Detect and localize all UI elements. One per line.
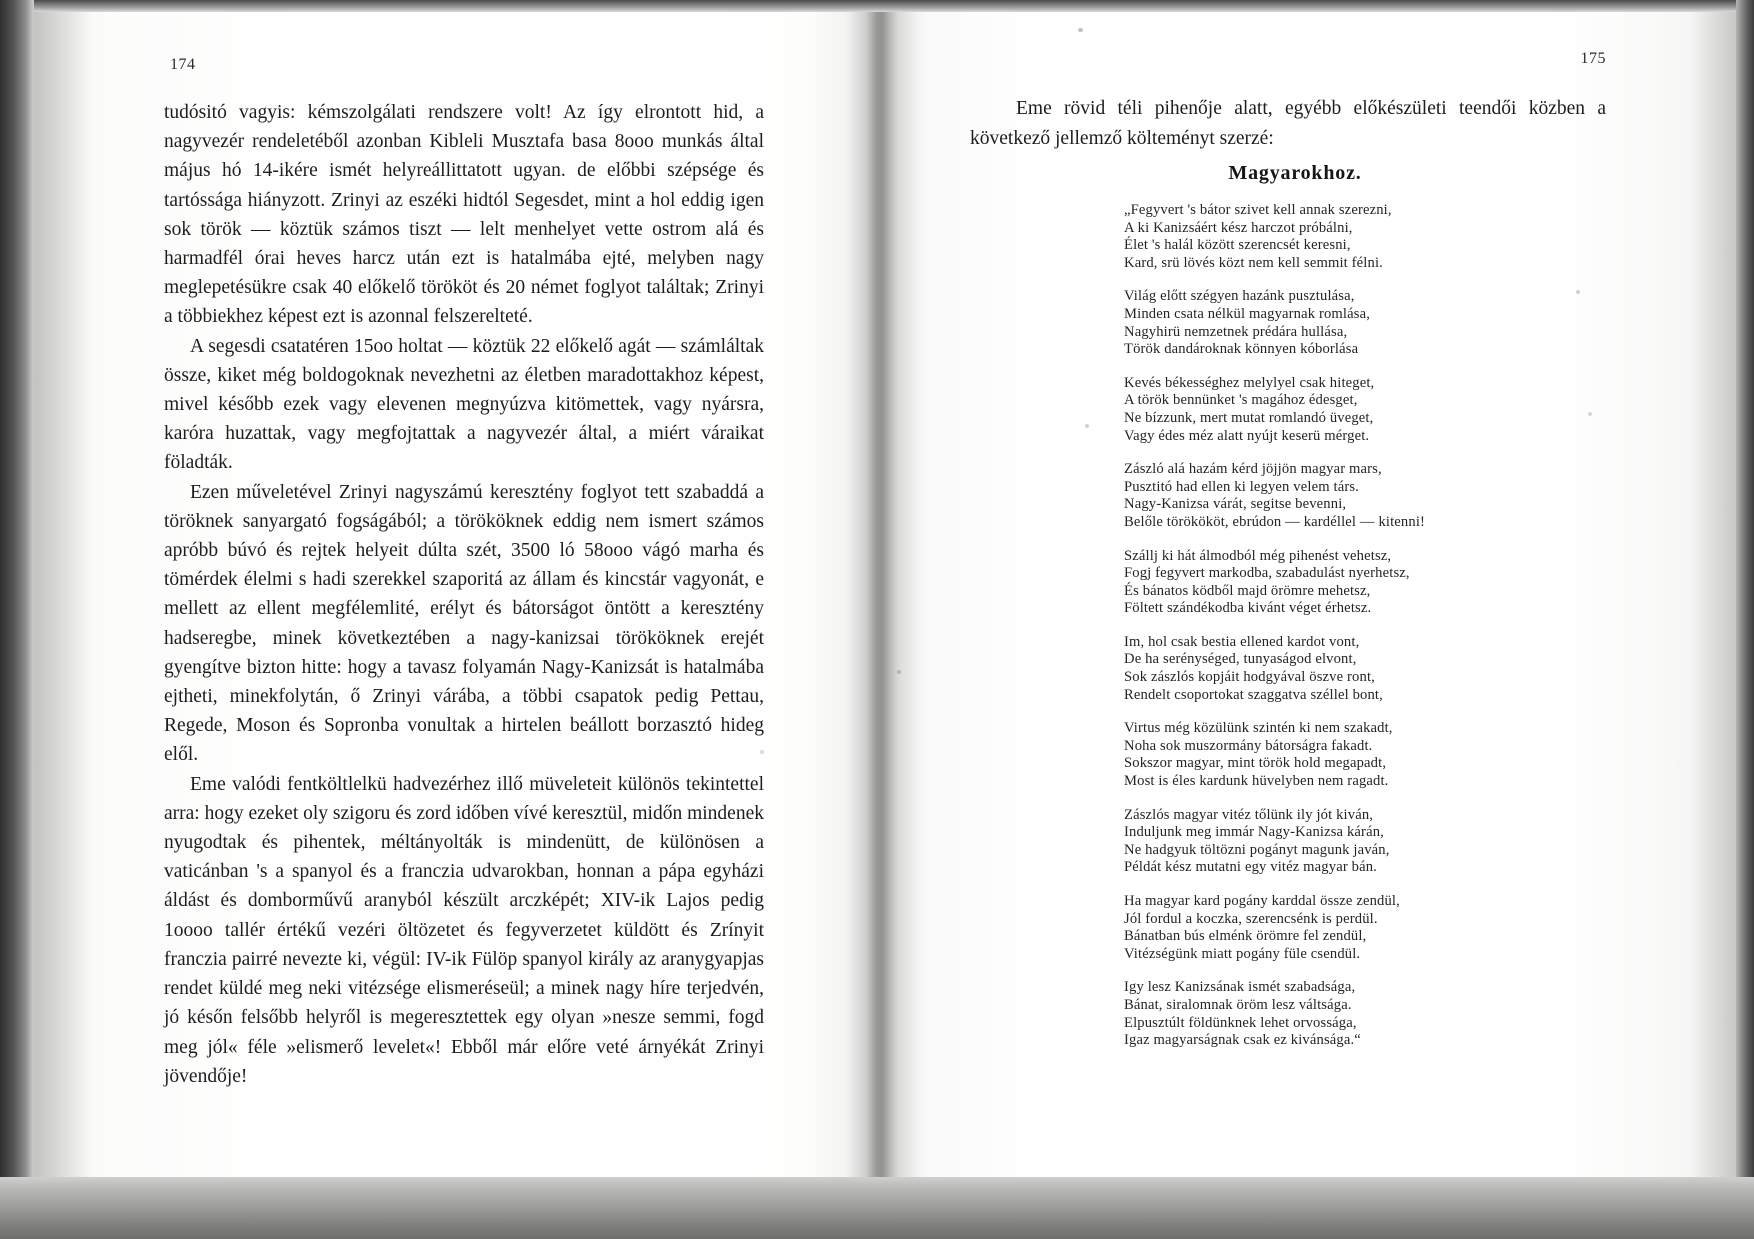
poem-stanza xyxy=(1124,634,1594,704)
paragraph: Eme rövid téli pihenője alatt, egyébb előkészületi teendői közben a következő jellemző költeményt szerzé: xyxy=(970,98,1606,149)
poem-line: Pusztitó had ellen ki legyen velem társ. xyxy=(1124,478,1359,495)
page-number-left: 174 xyxy=(170,56,196,73)
scan-frame-right xyxy=(1736,0,1754,1239)
poem-line: Im, hol csak bestia ellened kardot vont, xyxy=(1124,633,1360,650)
poem-line: Most is éles kardunk hüvelyben nem ragadt. xyxy=(1124,773,1389,790)
scan-speck xyxy=(1078,28,1083,32)
poem-stanza xyxy=(1124,548,1594,618)
poem-stanza xyxy=(1124,288,1594,358)
poem-line: Fogj fegyvert markodba, szabadulást nyerhetsz, xyxy=(1124,565,1410,582)
scan-speck xyxy=(1085,424,1089,428)
poem-line: Kard, srü lövés közt nem kell semmit félni. xyxy=(1124,254,1383,271)
page-number-right: 175 xyxy=(1580,50,1606,67)
poem-line: Ne hadgyuk töltözni pogányt magunk javán, xyxy=(1124,841,1390,858)
scan-speck xyxy=(760,750,764,754)
poem-line: Induljunk meg immár Nagy-Kanizsa kárán, xyxy=(1124,824,1384,841)
paragraph: Ezen műveletével Zrinyi nagyszámú keresztény foglyot tett szabaddá a töröknek sanyargató fogságából; a törököknek eddig nem ismert számos apróbb búvó és rejtek helyeit dúlta szét, 3500 ló 58ooo vágó marha és tömérdek élelmi s hadi szerekkel szaporitá az állam és kincstár vagyonát, e mellett az ellent megfélemlité, erélyt és bátorságot öntött a keresztény hadseregbe, minek következtében a nagy-kanizsai törököknek erejét gyengítve bizton hitte: hogy a tavasz folyamán Nagy-Kanizsát is hatalmába ejtheti, minekfolytán, ő Zrinyi várába, a többi csapatok pedig Pettau, Regede, Moson és Sopronba vonultak a hirtelen beállott borzasztó hideg elől. xyxy=(164,481,764,766)
poem-title: Magyarokhoz. xyxy=(1228,162,1362,184)
poem-line: Minden csata nélkül magyarnak romlása, xyxy=(1124,305,1371,322)
poem-line: Kevés békességhez melylyel csak hiteget, xyxy=(1124,374,1375,391)
poem-stanza xyxy=(1124,807,1594,877)
poem-line: Nagyhirü nemzetnek prédára hullása, xyxy=(1124,323,1348,340)
scan-speck xyxy=(897,670,901,674)
poem-line: Belőle törökököt, ebrúdon — kardéllel — kitenni! xyxy=(1124,513,1426,530)
poem-line: Igaz magyarságnak csak ez kivánsága.“ xyxy=(1124,1032,1361,1049)
paragraph: A segesdi csatatéren 15oo holtat — köztük 22 előkelő agát — számláltak össze, kiket még boldogoknak nevezhetni az életben maradottakhoz képest, mivel később ezek vagy elevenen megnyúzva kitömettek, vagy nyársra, karóra huzattak, vagy megfojtattak a nagyvezér által, a miért váraikat föladták. xyxy=(164,335,764,474)
left-page-text xyxy=(164,98,764,1091)
poem-body xyxy=(1124,202,1594,1066)
poem-line: Ha magyar kard pogány karddal össze zendül, xyxy=(1124,893,1400,909)
poem-line: Zászló alá hazám kérd jöjjön magyar mars, xyxy=(1124,461,1382,478)
poem-line: Vagy édes méz alatt nyújt keserü mérget. xyxy=(1124,427,1370,444)
page-right-shadow xyxy=(1690,12,1736,1177)
paragraph: Eme valódi fentköltlelkü hadvezérhez illő müveleteit különös tekintettel arra: hogy ezeket oly szigoru és zord időben vívé keresztül, midőn mindenek nyugodtak és pihentek, méltányolták is mindenütt, de különösen a vaticánban 's a spanyol és a franczia udvarokban, honnan a pápa egyházi áldást és domborművű aranyból készült arczképét; XIV-ik Lajos pedig 1oooo tallér értékű vezéri öltözetet és fegyverzetet küldött és Zrínyit franczia pairré nevezte ki, végül: IV-ik Fülöp spanyol király az aranygyapjas rendet küldé meg neki vitézsége elismeréseül; a minek nagy híre terjedvén, jó későn felsőbb helyről is megeresztettek egy olyan »nesze semmi, fogd meg jól« féle »elismerő levelet«! Ebből már előre veté árnyékát Zrinyi jövendője! xyxy=(164,773,764,1087)
poem-line: Török dandároknak könnyen kóborlása xyxy=(1124,341,1359,358)
poem-line: Föltett szándékodba kivánt véget érhetsz. xyxy=(1124,600,1372,617)
page-left xyxy=(60,12,860,1177)
poem-stanza xyxy=(1124,202,1594,272)
poem-stanza xyxy=(1124,979,1594,1049)
poem-line: A ki Kanizsáért kész harczot próbálni, xyxy=(1124,219,1353,236)
poem-line: Ne bízzunk, mert mutat romlandó üveget, xyxy=(1124,409,1374,426)
page-right xyxy=(900,12,1690,1177)
paragraph: tudósitó vagyis: kémszolgálati rendszere volt! Az így elrontott hid, a nagyvezér rendeletéből azonban Kibleli Musztafa basa 8ooo munkás által május hó 14-ikére ismét helyreállittatott ugyan. de előbbi szépsége és tartóssága hiányzott. Zrinyi az eszéki hidtól Segesdet, mint a hol eddig igen sok török — köztük számos tiszt — lelt menhelyet vette ostrom alá és harmadfél órai heves harcz után ezt is hatalmába ejté, melyben nagy meglepetésükre csak 40 előkelő törököt és 20 német foglyot találtak; Zrinyi a többiekhez képest ezt is azonnal felszerelteté. xyxy=(164,102,764,328)
poem-line: Nagy-Kanizsa várát, segitse bevenni, xyxy=(1124,496,1347,513)
poem-line: De ha serénységed, tunyaságod elvont, xyxy=(1124,651,1357,668)
poem-line: Vitézségünk miatt pogány füle csendül. xyxy=(1124,945,1361,962)
poem-line: Zászlós magyar vitéz tőlünk ily jót kiván, xyxy=(1124,806,1374,823)
poem-line: Sok zászlós kopjáit hodgyával öszve ront, xyxy=(1124,669,1375,686)
scan-speck xyxy=(1576,290,1580,294)
poem-line: Sokszor magyar, mint török hold megapadt, xyxy=(1124,755,1387,772)
scan-frame-bottom xyxy=(0,1177,1754,1239)
poem-line: Bánat, siralomnak öröm lesz váltsága. xyxy=(1124,996,1352,1013)
poem-stanza xyxy=(1124,375,1594,445)
poem-line: Példát kész mutatni egy vitéz magyar bán. xyxy=(1124,859,1377,876)
poem-line: „Fegyvert 's bátor szivet kell annak szerezni, xyxy=(1124,202,1392,218)
scan-frame-left xyxy=(0,0,34,1239)
poem-stanza xyxy=(1124,461,1594,531)
poem-line: Virtus még közülünk szintén ki nem szakadt, xyxy=(1124,720,1393,737)
poem-stanza xyxy=(1124,893,1594,963)
poem-stanza xyxy=(1124,720,1594,790)
poem-line: És bánatos ködből majd örömre mehetsz, xyxy=(1124,582,1371,599)
intro-text xyxy=(970,94,1606,154)
poem-line: A török bennünket 's magához édesget, xyxy=(1124,392,1358,409)
poem-line: Noha sok muszormány bátorságra fakadt. xyxy=(1124,737,1373,754)
poem-line: Jól fordul a koczka, szerencsénk is perdül. xyxy=(1124,910,1378,927)
poem-line: Rendelt csoportokat szaggatva széllel bont, xyxy=(1124,686,1383,703)
poem-line: Világ előtt szégyen hazánk pusztulása, xyxy=(1124,288,1355,305)
scan-speck xyxy=(1588,412,1592,416)
poem-line: Szállj ki hát álmodból még pihenést vehetsz, xyxy=(1124,547,1392,564)
poem-line: Igy lesz Kanizsának ismét szabadsága, xyxy=(1124,979,1356,996)
poem-line: Elpusztúlt földünknek lehet orvossága, xyxy=(1124,1014,1357,1031)
scan-frame-top xyxy=(0,0,1754,12)
poem-line: Bánatban bús elménk örömre fel zendül, xyxy=(1124,928,1367,945)
poem-line: Élet 's halál között szerencsét keresni, xyxy=(1124,237,1351,254)
